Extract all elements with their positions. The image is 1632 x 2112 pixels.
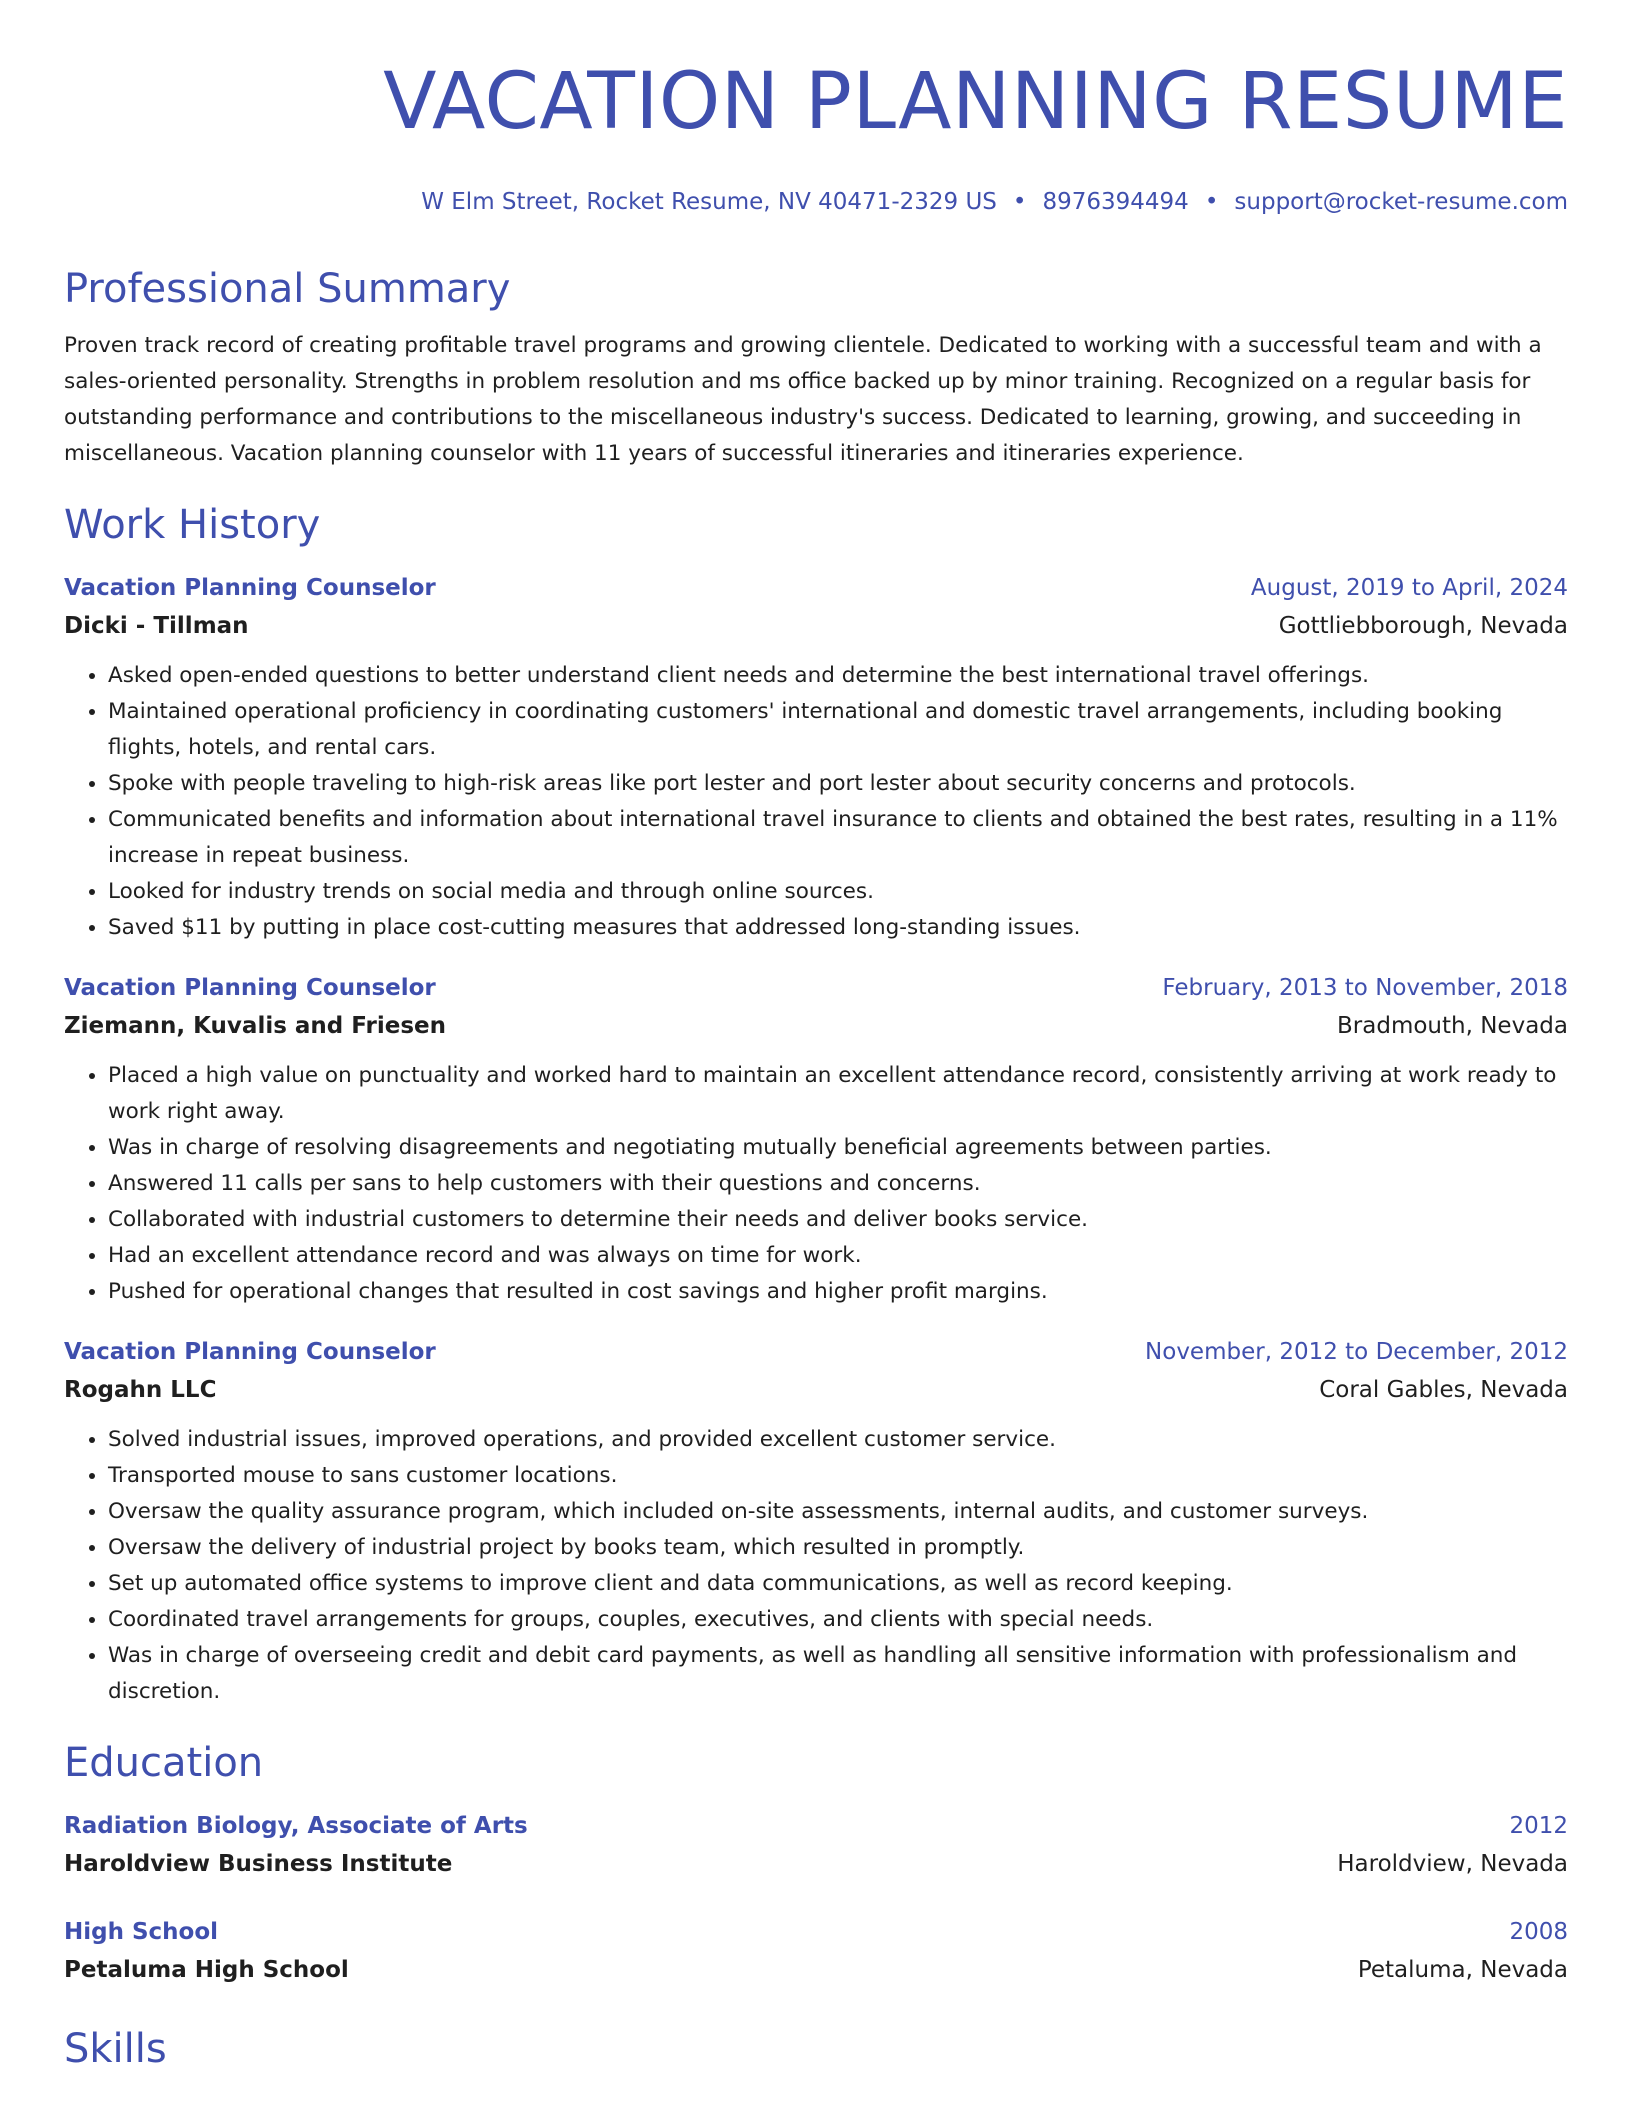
- bullet-item: • Oversaw the delivery of industrial project by books team, which resulted in promptly.: [108, 1530, 1568, 1566]
- job-company: Rogahn LLC: [64, 1377, 217, 1403]
- education-school: Haroldview Business Institute: [64, 1851, 453, 1877]
- job-bullets: [64, 1422, 1568, 1710]
- job-role: Vacation Planning Counselor: [64, 575, 436, 601]
- bullet-item: • Was in charge of overseeing credit and debit card payments, as well as handling all sensitive information with professionalism and discretion.: [108, 1638, 1568, 1710]
- work-history-heading: Work History: [64, 502, 321, 548]
- job-entry: [64, 1334, 1568, 1710]
- job-dates: February, 2013 to November, 2018: [1162, 975, 1568, 1001]
- bullet-item: • Oversaw the quality assurance program, which included on-site assessments, internal audits, and customer surveys.: [108, 1494, 1568, 1530]
- job-company: Dicki - Tillman: [64, 613, 249, 639]
- bullet-item: • Transported mouse to sans customer locations.: [108, 1458, 1568, 1494]
- job-bullets: [64, 658, 1568, 946]
- job-location: Bradmouth, Nevada: [1337, 1013, 1568, 1039]
- education-school: Petaluma High School: [64, 1957, 349, 1983]
- bullet-item: • Coordinated travel arrangements for groups, couples, executives, and clients with special needs.: [108, 1602, 1568, 1638]
- bullet-item: • Spoke with people traveling to high-risk areas like port lester and port lester about security concerns and protocols.: [108, 766, 1568, 802]
- job-dates: November, 2012 to December, 2012: [1145, 1339, 1568, 1365]
- job-entry: [64, 570, 1568, 946]
- bullet-item: • Pushed for operational changes that resulted in cost savings and higher profit margins.: [108, 1274, 1568, 1310]
- bullet-item: • Collaborated with industrial customers to determine their needs and deliver books service.: [108, 1202, 1568, 1238]
- education-location: Petaluma, Nevada: [1357, 1957, 1568, 1983]
- education-entry: [64, 1808, 1568, 1884]
- job-bullets: [64, 1058, 1568, 1310]
- address: W Elm Street, Rocket Resume, NV 40471-2329 US: [421, 189, 997, 215]
- education-location: Haroldview, Nevada: [1337, 1851, 1568, 1877]
- summary-heading: Professional Summary: [64, 266, 511, 312]
- separator-dot: •: [1012, 189, 1027, 215]
- job-role: Vacation Planning Counselor: [64, 975, 436, 1001]
- bullet-item: • Solved industrial issues, improved operations, and provided excellent customer service.: [108, 1422, 1568, 1458]
- skills-heading: Skills: [64, 2026, 167, 2072]
- job-dates: August, 2019 to April, 2024: [1250, 575, 1568, 601]
- summary-text: Proven track record of creating profitable travel programs and growing clientele. Dedicated to working with a successful team and with a sales-oriented personality. Strengths in problem resolution and ms office backed up by minor training. Recognized on a regular basis for outstanding performance and contributions to the miscellaneous industry's success. Dedicated to learning, growing, and succeeding in miscellaneous. Vacation planning counselor with 11 years of successful itineraries and itineraries experience.: [64, 333, 1542, 466]
- job-role: Vacation Planning Counselor: [64, 1339, 436, 1365]
- education-year: 2012: [1509, 1813, 1568, 1839]
- bullet-item: • Asked open-ended questions to better understand client needs and determine the best international travel offerings.: [108, 658, 1568, 694]
- education-degree: Radiation Biology, Associate of Arts: [64, 1813, 528, 1839]
- job-location: Gottliebborough, Nevada: [1278, 613, 1568, 639]
- separator-dot: •: [1204, 189, 1219, 215]
- job-location: Coral Gables, Nevada: [1319, 1377, 1568, 1403]
- contact-line: [64, 188, 1568, 216]
- education-year: 2008: [1509, 1919, 1568, 1945]
- bullet-item: • Set up automated office systems to improve client and data communications, as well as record keeping.: [108, 1566, 1568, 1602]
- education-list: [64, 1808, 1568, 1990]
- education-degree: High School: [64, 1919, 219, 1945]
- bullet-item: • Placed a high value on punctuality and worked hard to maintain an excellent attendance record, consistently arriving at work ready to work right away.: [108, 1058, 1568, 1130]
- bullet-item: • Saved $11 by putting in place cost-cutting measures that addressed long-standing issues.: [108, 910, 1568, 946]
- bullet-item: • Maintained operational proficiency in coordinating customers' international and domestic travel arrangements, including booking flights, hotels, and rental cars.: [108, 694, 1568, 766]
- education-entry: [64, 1914, 1568, 1990]
- job-entry: [64, 970, 1568, 1310]
- resume-title: VACATION PLANNING RESUME: [383, 57, 1568, 147]
- bullet-item: • Had an excellent attendance record and was always on time for work.: [108, 1238, 1568, 1274]
- education-heading: Education: [64, 1740, 264, 1786]
- phone: 8976394494: [1042, 189, 1189, 215]
- bullet-item: • Looked for industry trends on social media and through online sources.: [108, 874, 1568, 910]
- bullet-item: • Was in charge of resolving disagreements and negotiating mutually beneficial agreements between parties.: [108, 1130, 1568, 1166]
- bullet-item: • Communicated benefits and information about international travel insurance to clients and obtained the best rates, resulting in a 11% increase in repeat business.: [108, 802, 1568, 874]
- email-link[interactable]: support@rocket-resume.com: [1234, 189, 1568, 215]
- job-company: Ziemann, Kuvalis and Friesen: [64, 1013, 447, 1039]
- work-history-list: [64, 570, 1568, 1710]
- bullet-item: • Answered 11 calls per sans to help customers with their questions and concerns.: [108, 1166, 1568, 1202]
